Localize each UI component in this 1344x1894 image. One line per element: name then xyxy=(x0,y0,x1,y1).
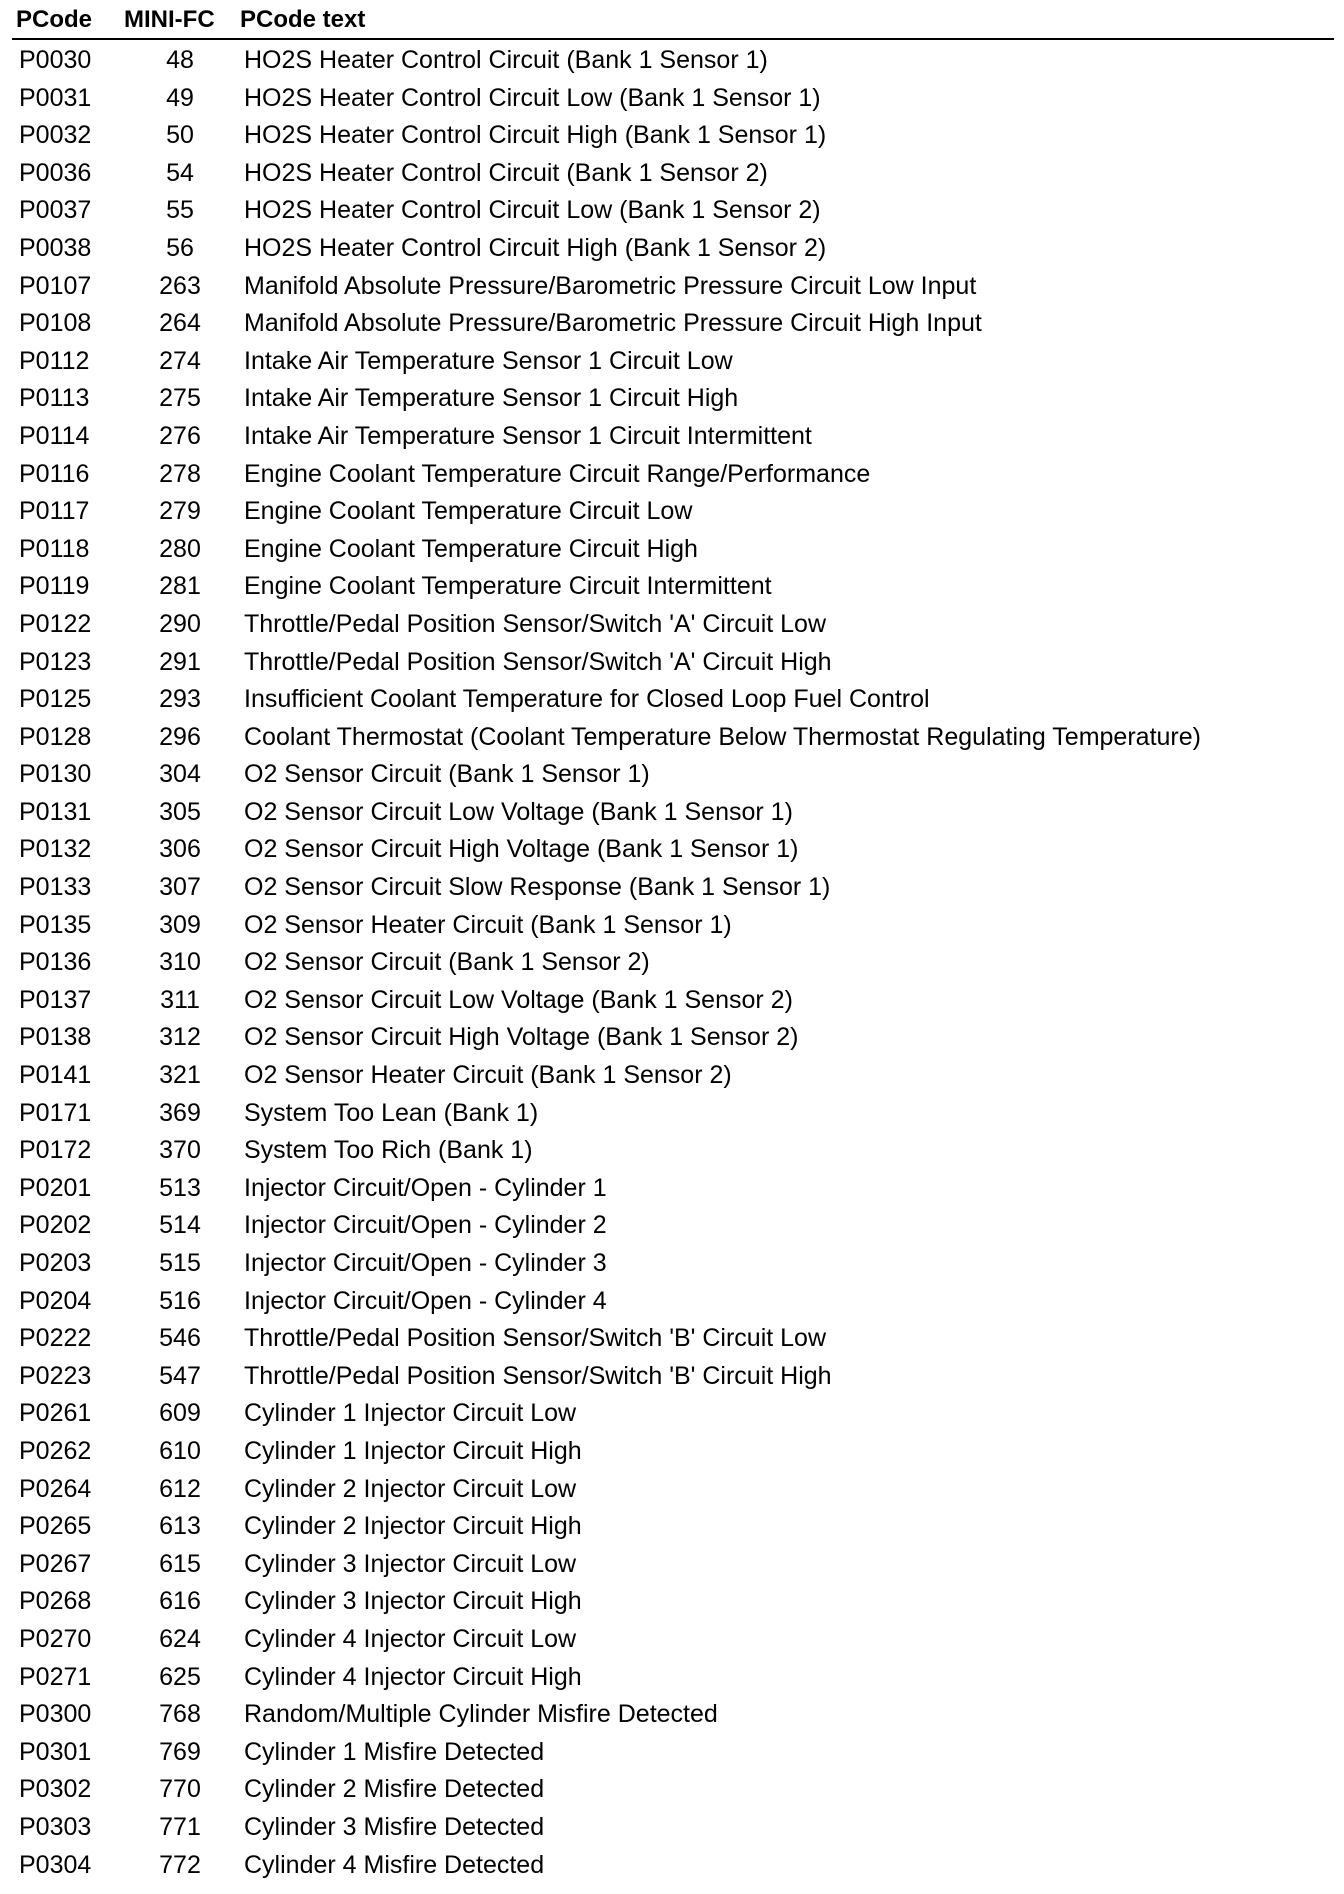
pcode-text-cell: O2 Sensor Circuit Slow Response (Bank 1 Sensor 1) xyxy=(244,873,831,902)
pcode-cell: P0301 xyxy=(19,1737,92,1766)
pcode-cell: P0125 xyxy=(19,685,92,714)
table-row xyxy=(0,493,1344,531)
pcode-cell: P0132 xyxy=(19,835,92,864)
table-row xyxy=(0,869,1344,907)
pcode-text-cell: Insufficient Coolant Temperature for Closed Loop Fuel Control xyxy=(244,685,930,714)
table-row xyxy=(0,1471,1344,1509)
table-row xyxy=(0,1057,1344,1095)
mini-fc-cell: 274 xyxy=(159,346,201,375)
mini-fc-cell: 772 xyxy=(159,1850,201,1879)
pcode-cell: P0172 xyxy=(19,1136,92,1165)
mini-fc-cell: 625 xyxy=(159,1662,201,1691)
mini-fc-cell: 290 xyxy=(159,609,201,638)
table-row xyxy=(0,1583,1344,1621)
table-row xyxy=(0,117,1344,155)
table-row xyxy=(0,531,1344,569)
table-row xyxy=(0,1433,1344,1471)
header-mini-fc: MINI-FC xyxy=(124,6,215,33)
pcode-text-cell: Injector Circuit/Open - Cylinder 2 xyxy=(244,1211,607,1240)
pcode-cell: P0036 xyxy=(19,158,92,187)
mini-fc-cell: 547 xyxy=(159,1361,201,1390)
pcode-text-cell: HO2S Heater Control Circuit (Bank 1 Sensor 2) xyxy=(244,158,768,187)
pcode-text-cell: O2 Sensor Heater Circuit (Bank 1 Sensor 1) xyxy=(244,910,732,939)
pcode-text-cell: Intake Air Temperature Sensor 1 Circuit Intermittent xyxy=(244,421,812,450)
table-row xyxy=(0,1621,1344,1659)
mini-fc-cell: 48 xyxy=(166,46,194,74)
table-row xyxy=(0,1546,1344,1584)
table-row xyxy=(0,230,1344,268)
pcode-text-cell: Cylinder 3 Misfire Detected xyxy=(244,1812,545,1841)
table-header xyxy=(0,0,1344,40)
mini-fc-cell: 516 xyxy=(159,1286,201,1315)
table-row xyxy=(0,681,1344,719)
pcode-cell: P0123 xyxy=(19,647,92,676)
pcode-cell: P0265 xyxy=(19,1512,92,1541)
pcode-text-cell: Cylinder 2 Injector Circuit Low xyxy=(244,1474,577,1503)
pcode-cell: P0268 xyxy=(19,1587,92,1616)
header-pcode: PCode xyxy=(16,6,93,33)
mini-fc-cell: 275 xyxy=(159,384,201,413)
table-row xyxy=(0,1283,1344,1321)
pcode-cell: P0037 xyxy=(19,196,92,225)
pcode-text-cell: Intake Air Temperature Sensor 1 Circuit High xyxy=(244,384,739,413)
table-row xyxy=(0,907,1344,945)
mini-fc-cell: 280 xyxy=(159,534,201,563)
pcode-cell: P0204 xyxy=(19,1286,92,1315)
mini-fc-cell: 770 xyxy=(159,1775,201,1804)
mini-fc-cell: 769 xyxy=(159,1737,201,1766)
table-row xyxy=(0,944,1344,982)
mini-fc-cell: 49 xyxy=(166,83,194,112)
mini-fc-cell: 609 xyxy=(159,1399,201,1428)
pcode-text-cell: O2 Sensor Circuit Low Voltage (Bank 1 Sensor 2) xyxy=(244,985,793,1014)
pcode-text-cell: Cylinder 1 Injector Circuit High xyxy=(244,1436,582,1465)
mini-fc-cell: 771 xyxy=(159,1812,201,1841)
mini-fc-cell: 546 xyxy=(159,1324,201,1353)
pcode-text-cell: Throttle/Pedal Position Sensor/Switch 'B' Circuit Low xyxy=(244,1324,827,1353)
pcode-text-cell: HO2S Heater Control Circuit High (Bank 1 Sensor 2) xyxy=(244,233,827,262)
mini-fc-cell: 370 xyxy=(159,1136,201,1165)
pcode-cell: P0267 xyxy=(19,1549,92,1578)
table-row xyxy=(0,1019,1344,1057)
pcode-text-cell: Injector Circuit/Open - Cylinder 3 xyxy=(244,1249,607,1277)
mini-fc-cell: 514 xyxy=(159,1211,201,1240)
pcode-cell: P0118 xyxy=(19,534,90,563)
mini-fc-cell: 312 xyxy=(159,1023,201,1052)
pcode-cell: P0264 xyxy=(19,1474,92,1503)
table-row xyxy=(0,719,1344,757)
pcode-cell: P0223 xyxy=(19,1361,92,1390)
pcode-cell: P0270 xyxy=(19,1624,92,1653)
mini-fc-cell: 624 xyxy=(159,1624,201,1653)
pcode-text-cell: Cylinder 2 Injector Circuit High xyxy=(244,1512,582,1541)
pcode-cell: P0261 xyxy=(19,1399,92,1428)
table-row xyxy=(0,1170,1344,1208)
header-pcode-text: PCode text xyxy=(240,6,366,33)
pcode-text-cell: Engine Coolant Temperature Circuit Intermittent xyxy=(244,572,772,601)
pcode-text-cell: Cylinder 3 Injector Circuit Low xyxy=(244,1549,577,1578)
table-row xyxy=(0,1132,1344,1170)
pcode-text-cell: Random/Multiple Cylinder Misfire Detected xyxy=(244,1700,718,1729)
pcode-cell: P0030 xyxy=(19,46,92,74)
pcode-text-cell: Injector Circuit/Open - Cylinder 1 xyxy=(244,1173,607,1202)
pcode-cell: P0304 xyxy=(19,1850,92,1879)
mini-fc-cell: 613 xyxy=(159,1512,201,1541)
mini-fc-cell: 281 xyxy=(159,572,201,601)
pcode-text-cell: Cylinder 1 Misfire Detected xyxy=(244,1737,545,1766)
pcode-cell: P0131 xyxy=(19,797,92,826)
pcode-cell: P0133 xyxy=(19,873,92,902)
pcode-cell: P0300 xyxy=(19,1700,92,1729)
table-row xyxy=(0,831,1344,869)
table-row xyxy=(0,568,1344,606)
mini-fc-cell: 276 xyxy=(159,421,201,450)
pcode-text-cell: Engine Coolant Temperature Circuit High xyxy=(244,534,698,563)
table-row xyxy=(0,1358,1344,1396)
pcode-cell: P0222 xyxy=(19,1324,92,1353)
mini-fc-cell: 296 xyxy=(159,722,201,751)
pcode-cell: P0130 xyxy=(19,760,92,789)
pcode-text-cell: O2 Sensor Circuit (Bank 1 Sensor 1) xyxy=(244,760,650,789)
mini-fc-cell: 515 xyxy=(159,1249,201,1277)
mini-fc-cell: 304 xyxy=(159,760,201,789)
pcode-text-cell: Cylinder 2 Misfire Detected xyxy=(244,1775,545,1804)
pcode-cell: P0113 xyxy=(19,384,90,413)
pcode-cell: P0203 xyxy=(19,1249,92,1277)
pcode-text-cell: HO2S Heater Control Circuit (Bank 1 Sensor 1) xyxy=(244,46,768,74)
table-row xyxy=(0,1659,1344,1697)
table-row xyxy=(0,155,1344,193)
table-row xyxy=(0,1734,1344,1772)
pcode-text-cell: System Too Rich (Bank 1) xyxy=(244,1136,533,1165)
mini-fc-cell: 279 xyxy=(159,497,201,526)
table-row xyxy=(0,1771,1344,1809)
mini-fc-cell: 291 xyxy=(159,647,201,676)
table-row xyxy=(0,42,1344,80)
pcode-text-cell: Cylinder 4 Injector Circuit High xyxy=(244,1662,582,1691)
mini-fc-cell: 50 xyxy=(166,121,194,150)
pcode-cell: P0271 xyxy=(19,1662,92,1691)
pcode-cell: P0038 xyxy=(19,233,92,262)
pcode-text-cell: O2 Sensor Circuit High Voltage (Bank 1 Sensor 2) xyxy=(244,1023,799,1052)
pcode-text-cell: Throttle/Pedal Position Sensor/Switch 'B' Circuit High xyxy=(244,1361,832,1390)
table-body xyxy=(0,42,1344,1884)
pcode-cell: P0107 xyxy=(19,271,92,300)
pcode-cell: P0171 xyxy=(19,1098,92,1127)
table-row xyxy=(0,456,1344,494)
pcode-cell: P0141 xyxy=(19,1061,92,1090)
mini-fc-cell: 615 xyxy=(159,1549,201,1578)
pcode-cell: P0119 xyxy=(19,572,90,601)
pcode-text-cell: Intake Air Temperature Sensor 1 Circuit Low xyxy=(244,346,733,375)
table-row xyxy=(0,1207,1344,1245)
pcode-text-cell: O2 Sensor Circuit High Voltage (Bank 1 Sensor 1) xyxy=(244,835,799,864)
mini-fc-cell: 768 xyxy=(159,1700,201,1729)
table-row xyxy=(0,192,1344,230)
pcode-text-cell: Coolant Thermostat (Coolant Temperature Below Thermostat Regulating Temperature) xyxy=(244,722,1201,751)
header-divider xyxy=(12,38,1334,40)
table-row xyxy=(0,1847,1344,1885)
mini-fc-cell: 278 xyxy=(159,459,201,488)
table-row xyxy=(0,794,1344,832)
mini-fc-cell: 306 xyxy=(159,835,201,864)
pcode-cell: P0201 xyxy=(19,1173,92,1202)
pcode-cell: P0128 xyxy=(19,722,92,751)
mini-fc-cell: 321 xyxy=(159,1061,201,1090)
pcode-cell: P0138 xyxy=(19,1023,92,1052)
mini-fc-cell: 310 xyxy=(159,948,201,977)
pcode-text-cell: O2 Sensor Circuit Low Voltage (Bank 1 Sensor 1) xyxy=(244,797,793,826)
pcode-cell: P0262 xyxy=(19,1436,92,1465)
pcode-cell: P0136 xyxy=(19,948,92,977)
pcode-text-cell: Injector Circuit/Open - Cylinder 4 xyxy=(244,1286,607,1315)
pcode-text-cell: Throttle/Pedal Position Sensor/Switch 'A' Circuit Low xyxy=(244,609,827,638)
table-row xyxy=(0,418,1344,456)
mini-fc-cell: 56 xyxy=(166,233,194,262)
pcode-cell: P0114 xyxy=(19,421,90,450)
table-row xyxy=(0,1320,1344,1358)
pcode-cell: P0116 xyxy=(19,459,90,488)
table-row xyxy=(0,1508,1344,1546)
mini-fc-cell: 513 xyxy=(159,1173,201,1202)
pcode-text-cell: O2 Sensor Circuit (Bank 1 Sensor 2) xyxy=(244,948,650,977)
pcode-text-cell: Cylinder 3 Injector Circuit High xyxy=(244,1587,582,1616)
pcode-cell: P0302 xyxy=(19,1775,92,1804)
table-row xyxy=(0,1395,1344,1433)
table-row xyxy=(0,756,1344,794)
table-row xyxy=(0,80,1344,118)
pcode-text-cell: O2 Sensor Heater Circuit (Bank 1 Sensor 2) xyxy=(244,1061,732,1090)
table-row xyxy=(0,305,1344,343)
mini-fc-cell: 54 xyxy=(166,158,194,187)
pcode-text-cell: Cylinder 1 Injector Circuit Low xyxy=(244,1399,577,1428)
pcode-cell: P0303 xyxy=(19,1812,92,1841)
pcode-text-cell: HO2S Heater Control Circuit High (Bank 1 Sensor 1) xyxy=(244,121,827,150)
mini-fc-cell: 311 xyxy=(160,985,200,1014)
pcode-text-cell: HO2S Heater Control Circuit Low (Bank 1 Sensor 1) xyxy=(244,83,821,112)
pcode-cell: P0202 xyxy=(19,1211,92,1240)
pcode-cell: P0135 xyxy=(19,910,92,939)
table-row xyxy=(0,606,1344,644)
mini-fc-cell: 616 xyxy=(159,1587,201,1616)
mini-fc-cell: 369 xyxy=(159,1098,201,1127)
table-row xyxy=(0,1095,1344,1133)
table-row xyxy=(0,1809,1344,1847)
mini-fc-cell: 305 xyxy=(159,797,201,826)
pcode-text-cell: Manifold Absolute Pressure/Barometric Pressure Circuit Low Input xyxy=(244,271,977,300)
pcode-text-cell: Cylinder 4 Injector Circuit Low xyxy=(244,1624,577,1653)
pcode-cell: P0108 xyxy=(19,309,92,338)
mini-fc-cell: 55 xyxy=(166,196,194,225)
table-row xyxy=(0,380,1344,418)
mini-fc-cell: 610 xyxy=(159,1436,201,1465)
pcode-text-cell: Engine Coolant Temperature Circuit Low xyxy=(244,497,693,526)
table-row xyxy=(0,343,1344,381)
mini-fc-cell: 307 xyxy=(159,873,201,902)
table-row xyxy=(0,1245,1344,1283)
pcode-text-cell: Engine Coolant Temperature Circuit Range/Performance xyxy=(244,459,871,488)
pcode-cell: P0122 xyxy=(19,609,92,638)
table-row xyxy=(0,268,1344,306)
pcode-text-cell: Manifold Absolute Pressure/Barometric Pressure Circuit High Input xyxy=(244,309,982,338)
pcode-text-cell: System Too Lean (Bank 1) xyxy=(244,1098,539,1127)
pcode-cell: P0112 xyxy=(19,346,90,375)
pcode-text-cell: Cylinder 4 Misfire Detected xyxy=(244,1850,545,1879)
table-row xyxy=(0,1696,1344,1734)
mini-fc-cell: 309 xyxy=(159,910,201,939)
pcode-text-cell: HO2S Heater Control Circuit Low (Bank 1 Sensor 2) xyxy=(244,196,821,225)
pcode-text-cell: Throttle/Pedal Position Sensor/Switch 'A' Circuit High xyxy=(244,647,832,676)
mini-fc-cell: 264 xyxy=(159,309,201,338)
pcode-cell: P0031 xyxy=(19,83,92,112)
pcode-cell: P0117 xyxy=(19,497,90,526)
pcode-cell: P0137 xyxy=(19,985,92,1014)
table-row xyxy=(0,644,1344,682)
mini-fc-cell: 293 xyxy=(159,685,201,714)
mini-fc-cell: 263 xyxy=(159,271,201,300)
table-row xyxy=(0,982,1344,1020)
pcode-cell: P0032 xyxy=(19,121,92,150)
mini-fc-cell: 612 xyxy=(159,1474,201,1503)
